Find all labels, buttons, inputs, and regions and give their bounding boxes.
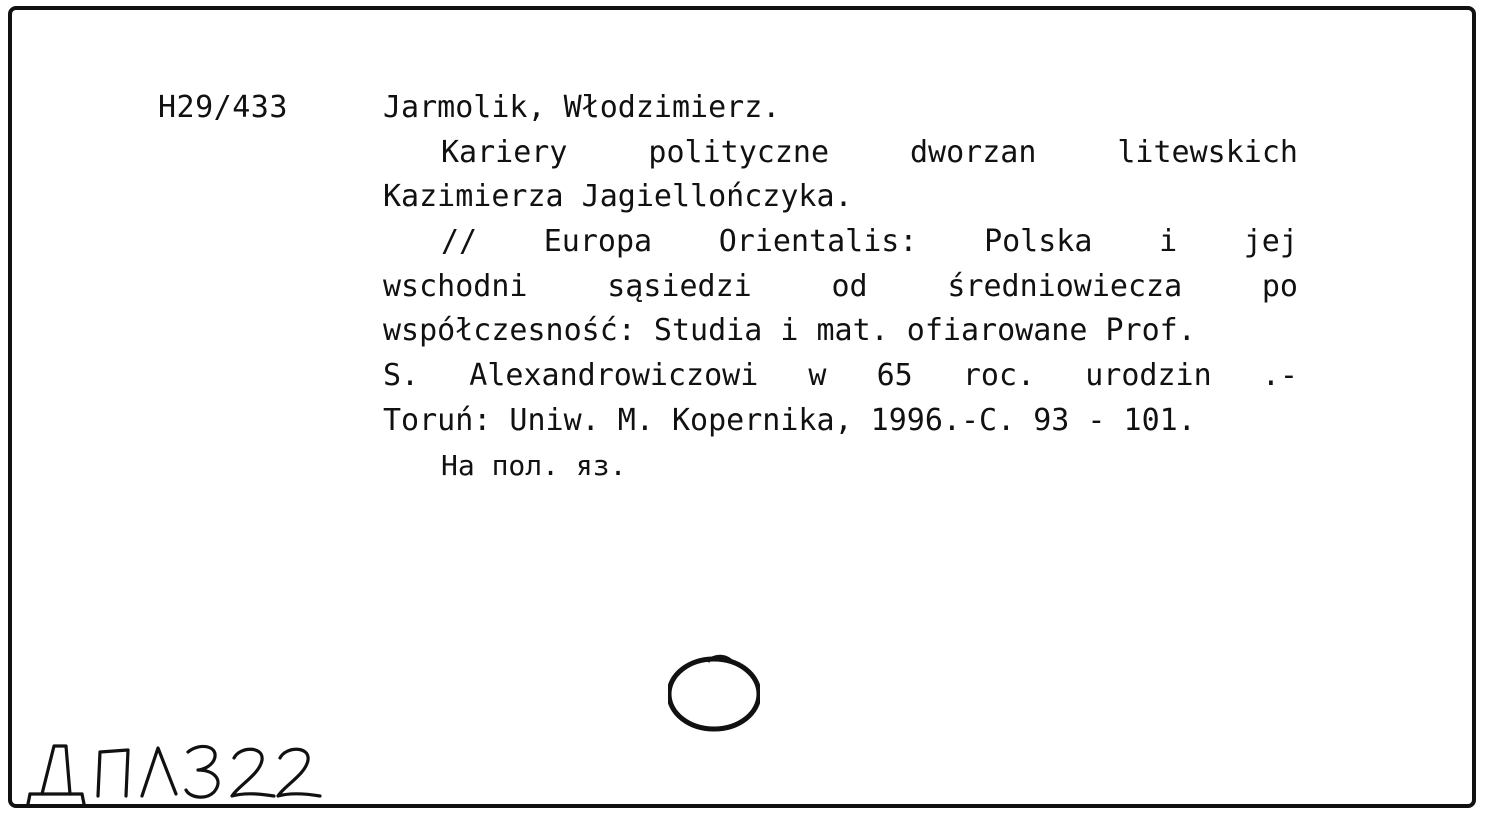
source-word: w xyxy=(808,358,827,394)
source-word: .- xyxy=(1261,358,1298,394)
handwritten-code xyxy=(24,738,324,808)
title-word: polityczne xyxy=(648,134,830,170)
title-word: Kariery xyxy=(441,134,568,170)
source-word: // xyxy=(441,224,478,260)
source-word: Europa xyxy=(543,224,653,260)
author-line: Jarmolik, Włodzimierz. xyxy=(383,90,781,125)
source-line-3: współczesność: Studia i mat. ofiarowane Prof. xyxy=(383,313,1196,349)
source-line-1 xyxy=(383,220,1298,265)
source-word: Orientalis: xyxy=(718,224,918,260)
source-word: S. xyxy=(383,358,420,394)
source-word: po xyxy=(1261,268,1298,304)
title-word: litewskich xyxy=(1117,134,1298,170)
source-word: Polska xyxy=(984,224,1093,260)
source-word: średniowiecza xyxy=(947,268,1183,304)
title-line-1 xyxy=(383,131,1298,176)
punch-hole-icon xyxy=(668,652,760,732)
source-word: sąsiedzi xyxy=(607,268,752,304)
source-word: Alexandrowiczowi xyxy=(469,358,759,394)
source-word: 65 xyxy=(876,358,913,394)
source-word: jej xyxy=(1243,224,1298,260)
source-line-4 xyxy=(383,354,1298,399)
language-note: На пол. яз. xyxy=(441,448,627,482)
source-line-2 xyxy=(383,265,1298,310)
bibliographic-entry xyxy=(383,86,1298,488)
title-line-2: Kazimierza Jagiellończyka. xyxy=(383,179,853,215)
title-word: dworzan xyxy=(909,134,1037,170)
shelfmark: H29/433 xyxy=(158,90,288,125)
source-word: roc. xyxy=(962,358,1036,394)
source-word: od xyxy=(831,268,868,304)
source-word: wschodni xyxy=(383,268,528,304)
source-word: urodzin xyxy=(1085,358,1212,394)
source-word: i xyxy=(1159,224,1178,260)
source-line-5: Toruń: Uniw. M. Kopernika, 1996.-C. 93 - 101. xyxy=(383,402,1196,438)
